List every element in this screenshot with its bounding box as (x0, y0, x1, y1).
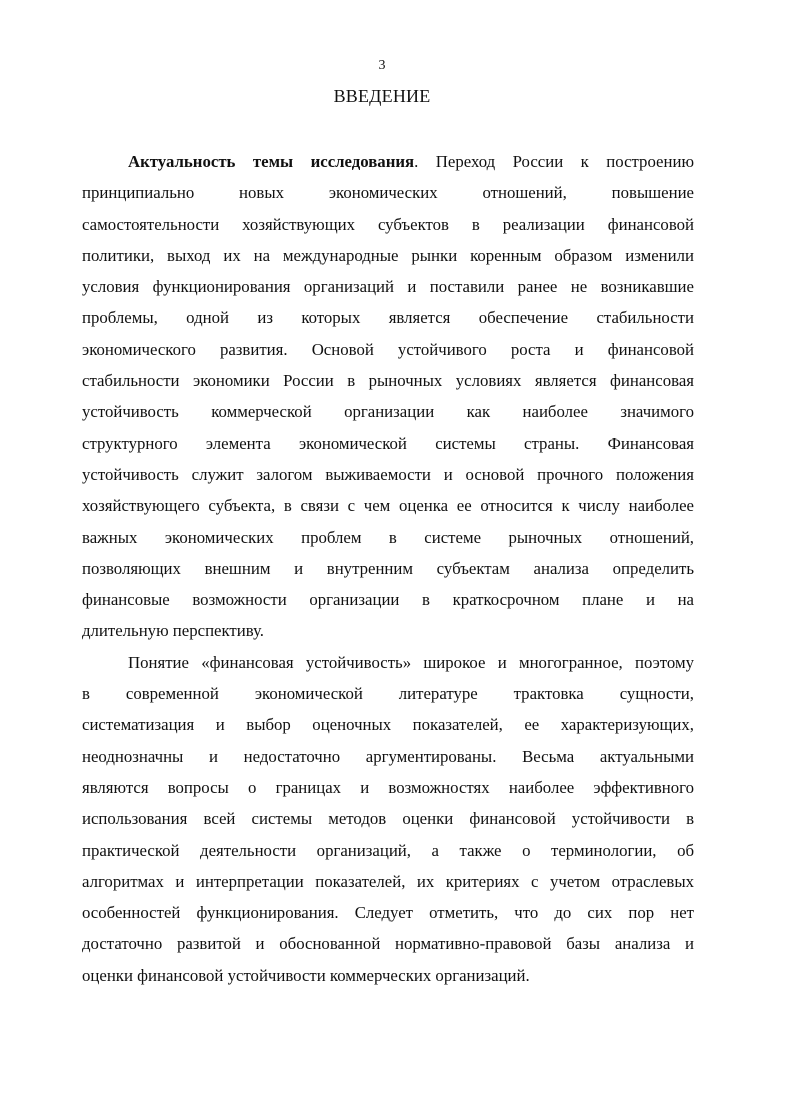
paragraph-1-line-1 (82, 146, 694, 177)
paragraph-line: важных экономических проблем в системе рыночных отношений, (82, 527, 694, 547)
paragraph-line: финансовые возможности организации в краткосрочном плане и на (82, 590, 694, 610)
paragraph-line: в современной экономической литературе трактовка сущности, (82, 684, 694, 704)
section-heading: ВВЕДЕНИЕ (333, 86, 431, 106)
lead-bold-phrase: Актуальность темы исследования (128, 152, 415, 171)
paragraph-line: длительную перспективу. (82, 621, 265, 641)
paragraph-line: особенностей функционирования. Следует отметить, что до сих пор нет (82, 903, 694, 923)
paragraph-line: использования всей системы методов оценки финансовой устойчивости в (82, 809, 694, 829)
body-text (82, 146, 694, 991)
paragraph-line: принципиально новых экономических отношений, повышение (82, 183, 694, 203)
paragraph-line: неоднозначны и недостаточно аргументированы. Весьма актуальными (82, 746, 694, 766)
paragraph-line: являются вопросы о границах и возможностях наиболее эффективного (82, 777, 694, 797)
paragraph-line: систематизация и выбор оценочных показателей, ее характеризующих, (82, 715, 694, 735)
paragraph-line: экономического развития. Основой устойчивого роста и финансовой (82, 339, 694, 359)
paragraph-line: позволяющих внешним и внутренним субъектам анализа определить (82, 558, 694, 578)
paragraph-line: устойчивость коммерческой организации как наиболее значимого (82, 402, 694, 422)
paragraph-line: хозяйствующего субъекта, в связи с чем оценка ее относится к числу наиболее (82, 496, 694, 516)
page-number: 3 (378, 58, 386, 73)
paragraph-line: Понятие «финансовая устойчивость» широкое и многогранное, поэтому (128, 652, 694, 672)
paragraph-line: стабильности экономики России в рыночных условиях является финансовая (82, 371, 694, 391)
paragraph-line: оценки финансовой устойчивости коммерческих организаций. (82, 965, 530, 985)
paragraph-line: политики, выход их на международные рынки коренным образом изменили (82, 245, 694, 265)
paragraph-line: структурного элемента экономической системы страны. Финансовая (82, 433, 694, 453)
paragraph-line: практической деятельности организаций, а также о терминологии, об (82, 840, 694, 860)
paragraph-line: условия функционирования организаций и поставили ранее не возникавшие (82, 277, 694, 297)
paragraph-line: самостоятельности хозяйствующих субъектов в реализации финансовой (82, 214, 694, 234)
paragraph-line: устойчивость служит залогом выживаемости и основой прочного положения (82, 464, 694, 484)
paragraph-line: алгоритмах и интерпретации показателей, их критериях с учетом отраслевых (82, 871, 694, 891)
paragraph-line-text: . Переход России к построению (414, 152, 694, 171)
paragraph-line: достаточно развитой и обоснованной нормативно-правовой базы анализа и (82, 934, 694, 954)
paragraph-line: проблемы, одной из которых является обеспечение стабильности (82, 308, 694, 328)
